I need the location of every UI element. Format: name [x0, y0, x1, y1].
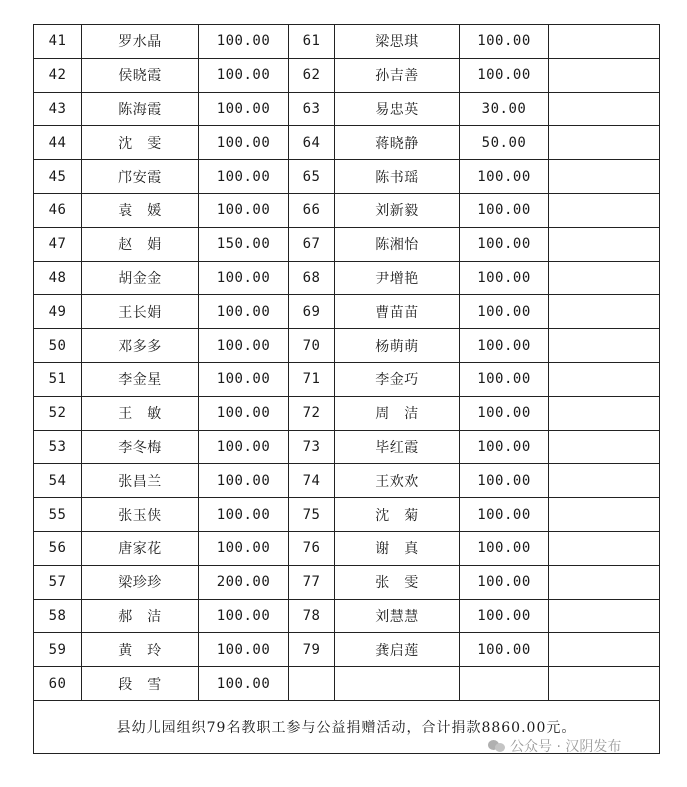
empty-cell — [549, 193, 660, 227]
donor-name: 沈 雯 — [82, 126, 199, 160]
watermark-text: 公众号 · 汉阴发布 — [510, 739, 622, 755]
entry-number: 79 — [289, 633, 335, 667]
entry-number: 61 — [289, 25, 335, 59]
entry-number: 50 — [34, 329, 82, 363]
entry-number: 72 — [289, 396, 335, 430]
entry-number: 52 — [34, 396, 82, 430]
donation-amount: 100.00 — [199, 58, 289, 92]
entry-number: 51 — [34, 362, 82, 396]
entry-number: 49 — [34, 295, 82, 329]
empty-cell — [549, 261, 660, 295]
empty-cell — [549, 126, 660, 160]
empty-cell — [549, 464, 660, 498]
donation-amount: 100.00 — [460, 25, 549, 59]
entry-number: 70 — [289, 329, 335, 363]
entry-number: 47 — [34, 227, 82, 261]
donor-name: 龚启莲 — [335, 633, 460, 667]
donation-amount: 100.00 — [199, 667, 289, 701]
entry-number: 53 — [34, 430, 82, 464]
empty-cell — [549, 599, 660, 633]
donation-amount: 100.00 — [199, 126, 289, 160]
table-row — [34, 565, 660, 599]
donor-name: 周 洁 — [335, 396, 460, 430]
donor-name: 梁珍珍 — [82, 565, 199, 599]
donor-name: 侯晓霞 — [82, 58, 199, 92]
empty-cell — [549, 25, 660, 59]
donor-name: 毕红霞 — [335, 430, 460, 464]
entry-number: 68 — [289, 261, 335, 295]
entry-number: 48 — [34, 261, 82, 295]
entry-number: 54 — [34, 464, 82, 498]
donor-name: 王欢欢 — [335, 464, 460, 498]
entry-number: 74 — [289, 464, 335, 498]
donation-amount: 100.00 — [199, 193, 289, 227]
donation-amount: 100.00 — [460, 227, 549, 261]
donor-name: 李金巧 — [335, 362, 460, 396]
donor-name: 杨萌萌 — [335, 329, 460, 363]
donor-name: 赵 娟 — [82, 227, 199, 261]
table-body — [34, 25, 660, 754]
entry-number: 73 — [289, 430, 335, 464]
table-row — [34, 92, 660, 126]
donor-name: 李冬梅 — [82, 430, 199, 464]
donation-amount: 30.00 — [460, 92, 549, 126]
donation-amount: 100.00 — [460, 160, 549, 194]
entry-number: 58 — [34, 599, 82, 633]
donation-amount: 100.00 — [460, 464, 549, 498]
donation-amount: 100.00 — [199, 25, 289, 59]
empty-cell — [549, 92, 660, 126]
watermark — [488, 736, 621, 756]
donor-name: 王长娟 — [82, 295, 199, 329]
donation-amount: 100.00 — [199, 464, 289, 498]
entry-number: 44 — [34, 126, 82, 160]
empty-cell — [549, 295, 660, 329]
donor-name: 梁思琪 — [335, 25, 460, 59]
donation-amount: 100.00 — [199, 160, 289, 194]
donation-amount: 100.00 — [199, 261, 289, 295]
donor-name: 陈书瑶 — [335, 160, 460, 194]
entry-number: 71 — [289, 362, 335, 396]
donation-amount: 100.00 — [199, 396, 289, 430]
empty-cell — [549, 396, 660, 430]
donation-amount: 100.00 — [199, 92, 289, 126]
table-row — [34, 464, 660, 498]
donor-name: 曹苗苗 — [335, 295, 460, 329]
donor-name: 陈湘怡 — [335, 227, 460, 261]
donation-amount: 100.00 — [199, 599, 289, 633]
donation-amount: 100.00 — [460, 565, 549, 599]
donor-name: 邝安霞 — [82, 160, 199, 194]
entry-number: 45 — [34, 160, 82, 194]
donor-name: 郝 洁 — [82, 599, 199, 633]
donation-table — [33, 24, 660, 754]
donor-name: 罗水晶 — [82, 25, 199, 59]
entry-number: 56 — [34, 531, 82, 565]
entry-number: 41 — [34, 25, 82, 59]
entry-number: 69 — [289, 295, 335, 329]
empty-cell — [549, 160, 660, 194]
entry-number: 46 — [34, 193, 82, 227]
donation-amount: 200.00 — [199, 565, 289, 599]
donation-amount: 100.00 — [199, 498, 289, 532]
entry-number: 63 — [289, 92, 335, 126]
empty-cell — [549, 329, 660, 363]
table-row — [34, 498, 660, 532]
table-row — [34, 362, 660, 396]
entry-number: 65 — [289, 160, 335, 194]
donation-amount: 100.00 — [460, 599, 549, 633]
donor-name: 沈 菊 — [335, 498, 460, 532]
table-row — [34, 633, 660, 667]
entry-number: 60 — [34, 667, 82, 701]
donor-name: 易忠英 — [335, 92, 460, 126]
entry-number — [289, 667, 335, 701]
donation-amount: 100.00 — [460, 58, 549, 92]
donor-name: 李金星 — [82, 362, 199, 396]
donation-amount: 100.00 — [199, 362, 289, 396]
entry-number: 64 — [289, 126, 335, 160]
entry-number: 57 — [34, 565, 82, 599]
empty-cell — [549, 58, 660, 92]
table-row — [34, 295, 660, 329]
table-row — [34, 58, 660, 92]
donation-amount: 100.00 — [199, 295, 289, 329]
table-row — [34, 261, 660, 295]
donation-amount: 100.00 — [460, 531, 549, 565]
table-row — [34, 430, 660, 464]
table-row — [34, 227, 660, 261]
table-row — [34, 667, 660, 701]
table-row — [34, 193, 660, 227]
donation-amount: 100.00 — [460, 295, 549, 329]
donor-name — [335, 667, 460, 701]
donor-name: 张玉侠 — [82, 498, 199, 532]
empty-cell — [549, 498, 660, 532]
donor-name: 张 雯 — [335, 565, 460, 599]
entry-number: 78 — [289, 599, 335, 633]
donation-amount: 100.00 — [460, 193, 549, 227]
entry-number: 59 — [34, 633, 82, 667]
wechat-official-account-icon — [488, 739, 506, 753]
entry-number: 55 — [34, 498, 82, 532]
entry-number: 75 — [289, 498, 335, 532]
entry-number: 62 — [289, 58, 335, 92]
donation-amount — [460, 667, 549, 701]
donor-name: 张昌兰 — [82, 464, 199, 498]
donation-amount: 100.00 — [460, 396, 549, 430]
empty-cell — [549, 430, 660, 464]
entry-number: 42 — [34, 58, 82, 92]
donor-name: 谢 真 — [335, 531, 460, 565]
donation-amount: 100.00 — [460, 362, 549, 396]
empty-cell — [549, 531, 660, 565]
entry-number: 77 — [289, 565, 335, 599]
donation-amount: 100.00 — [460, 329, 549, 363]
table-row — [34, 599, 660, 633]
entry-number: 66 — [289, 193, 335, 227]
donor-name: 尹增艳 — [335, 261, 460, 295]
donation-amount: 50.00 — [460, 126, 549, 160]
table-row — [34, 160, 660, 194]
entry-number: 76 — [289, 531, 335, 565]
donation-amount: 100.00 — [199, 329, 289, 363]
donation-amount: 100.00 — [460, 498, 549, 532]
donor-name: 段 雪 — [82, 667, 199, 701]
donor-name: 胡金金 — [82, 261, 199, 295]
table-row — [34, 25, 660, 59]
donation-amount: 100.00 — [199, 633, 289, 667]
summary-text: 县幼儿园组织79名教职工参与公益捐赠活动，合计捐款8860.00元。 — [34, 700, 660, 753]
donor-name: 袁 媛 — [82, 193, 199, 227]
table-row — [34, 126, 660, 160]
donation-amount: 100.00 — [199, 531, 289, 565]
empty-cell — [549, 565, 660, 599]
donor-name: 王 敏 — [82, 396, 199, 430]
donor-name: 黄 玲 — [82, 633, 199, 667]
donor-name: 邓多多 — [82, 329, 199, 363]
entry-number: 43 — [34, 92, 82, 126]
table-row — [34, 396, 660, 430]
donor-name: 唐家花 — [82, 531, 199, 565]
donation-amount: 100.00 — [460, 430, 549, 464]
donor-name: 刘新毅 — [335, 193, 460, 227]
empty-cell — [549, 633, 660, 667]
entry-number: 67 — [289, 227, 335, 261]
empty-cell — [549, 227, 660, 261]
donation-amount: 100.00 — [199, 430, 289, 464]
table-row — [34, 531, 660, 565]
donor-name: 刘慧慧 — [335, 599, 460, 633]
empty-cell — [549, 667, 660, 701]
table-row — [34, 329, 660, 363]
donation-amount: 100.00 — [460, 261, 549, 295]
donor-name: 陈海霞 — [82, 92, 199, 126]
empty-cell — [549, 362, 660, 396]
donation-amount: 100.00 — [460, 633, 549, 667]
donation-amount: 150.00 — [199, 227, 289, 261]
donor-name: 蒋晓静 — [335, 126, 460, 160]
donor-name: 孙吉善 — [335, 58, 460, 92]
